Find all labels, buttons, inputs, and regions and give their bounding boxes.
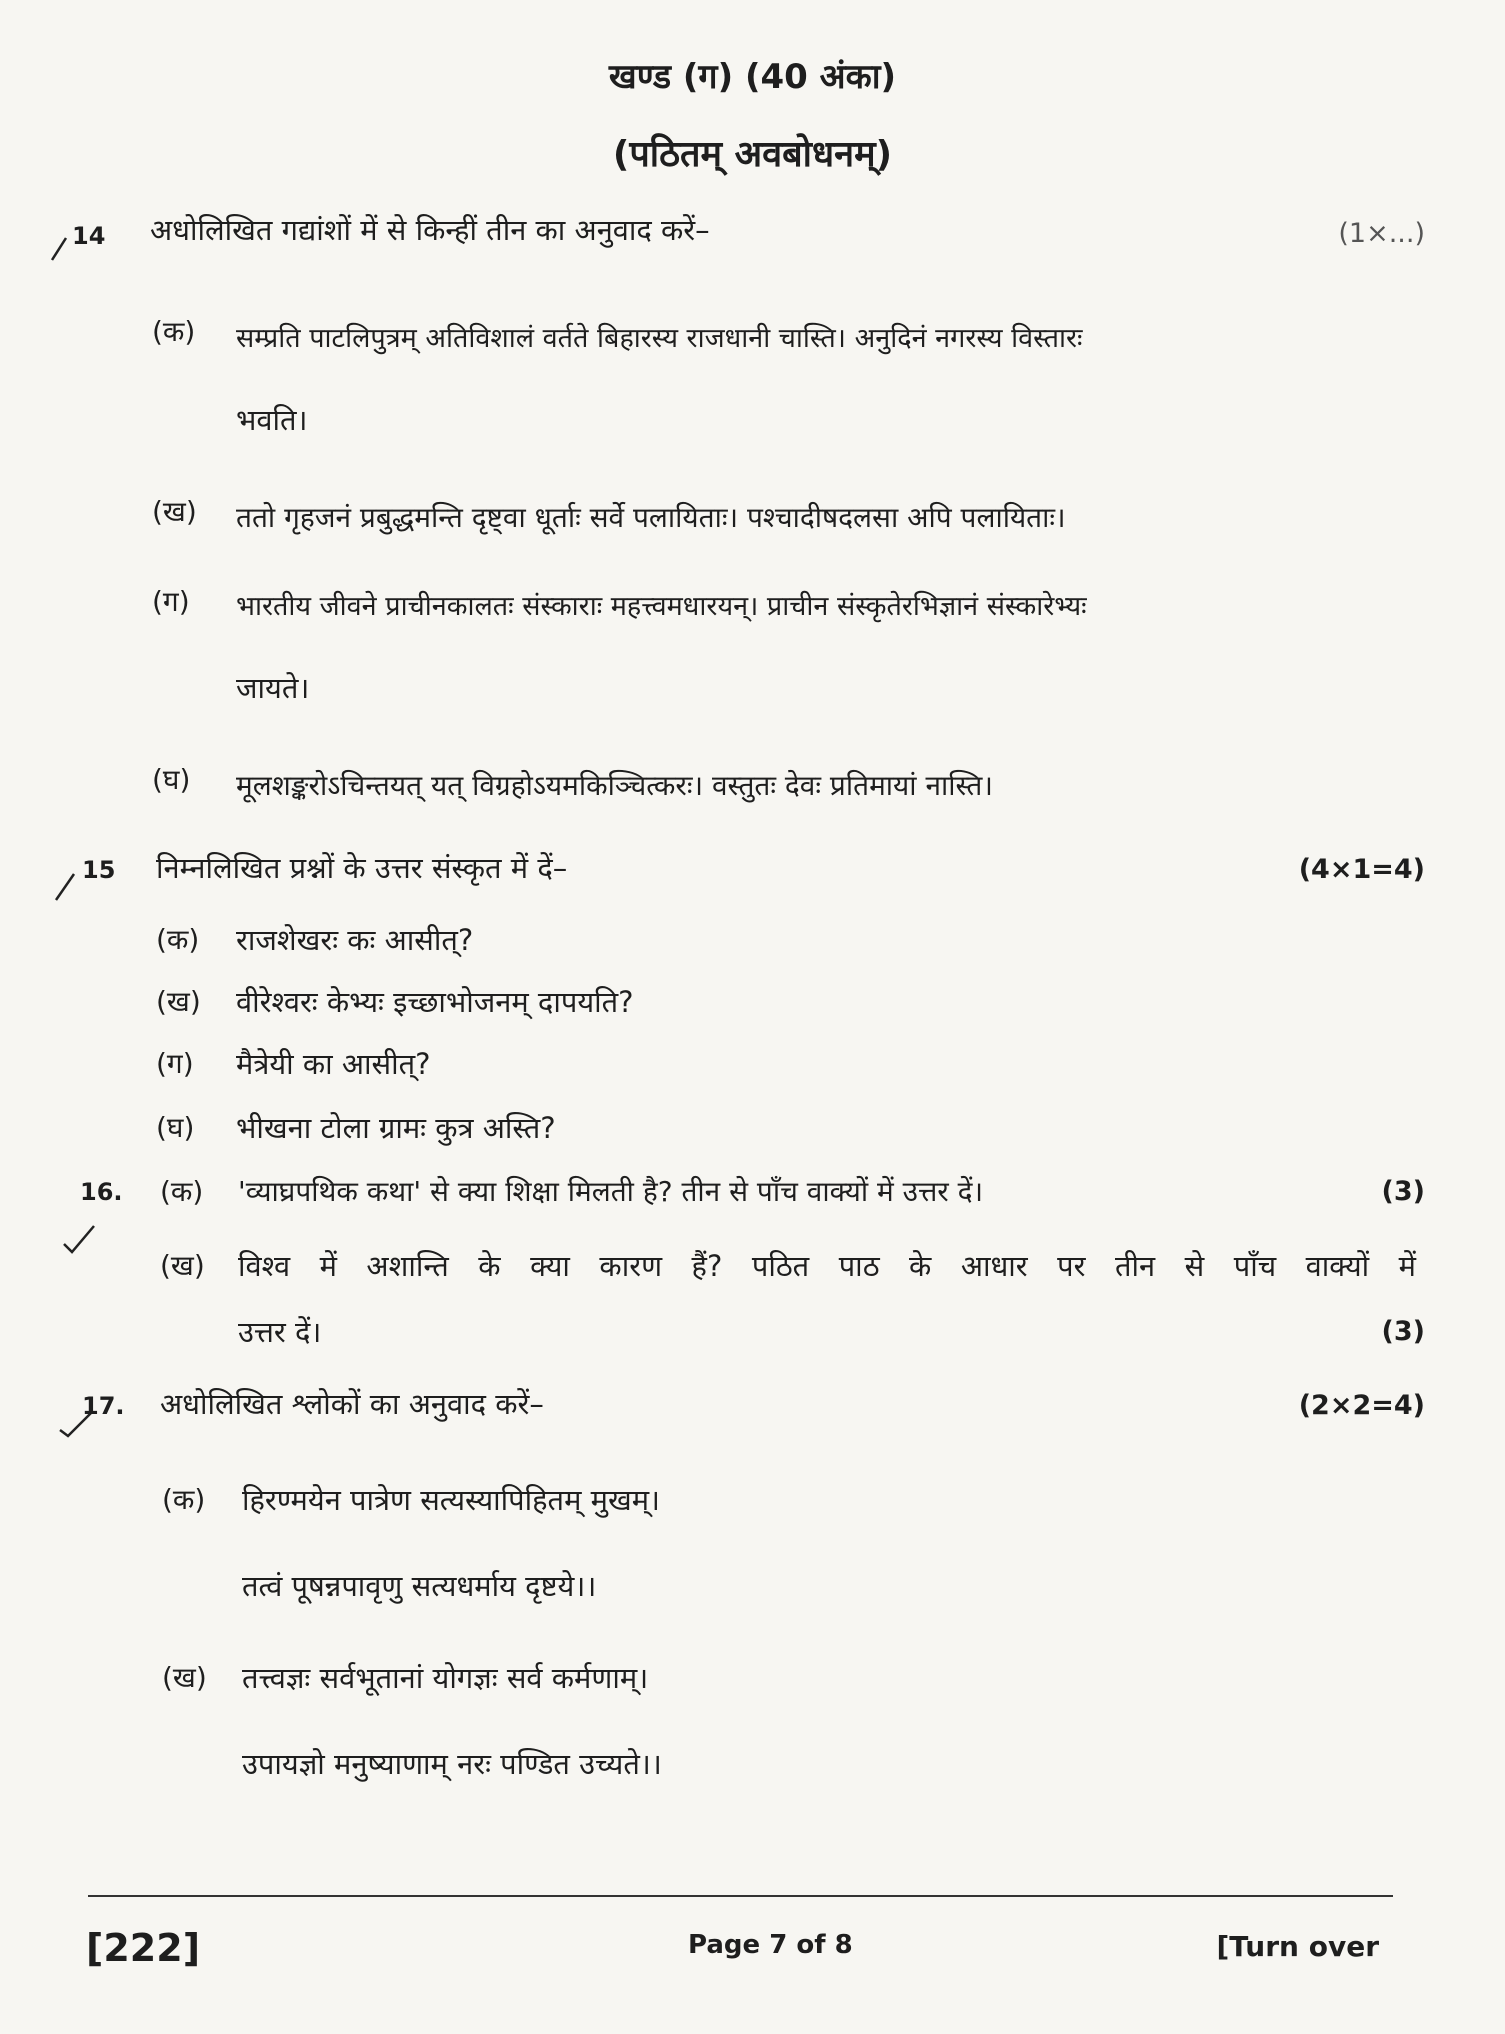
q14-item-line: जायते। (236, 671, 310, 705)
question-15-marks: (4×1=4) (1298, 854, 1425, 885)
q17-verse-line: हिरण्मयेन पात्रेण सत्यस्यापिहितम् मुखम्। (242, 1483, 661, 1517)
question-15-prompt: निम्नलिखित प्रश्नों के उत्तर संस्कृत में दें– (156, 851, 568, 885)
question-14-number: 14 (72, 222, 106, 250)
check-mark-icon (60, 1222, 104, 1256)
q14-item-label: (घ) (152, 763, 191, 796)
q17-verse-line: तत्वं पूषन्नपावृणु सत्यधर्माय दृष्टये।। (242, 1569, 597, 1603)
q14-item-line: भवति। (236, 403, 308, 437)
q14-item-line: सम्प्रति पाटलिपुत्रम् अतिविशालं वर्तते बिहारस्य राजधानी चास्ति। अनुदिनं नगरस्य विस्तारः (236, 323, 1083, 354)
q15-item-text: मैत्रेयी का आसीत्? (236, 1047, 431, 1081)
q15-item-label: (ग) (156, 1047, 194, 1080)
q15-item-label: (क) (156, 923, 200, 956)
q15-item-text: राजशेखरः कः आसीत्? (236, 923, 474, 957)
q14-item-line: भारतीय जीवने प्राचीनकालतः संस्काराः महत्त्वमधारयन्। प्राचीन संस्कृतेरभिज्ञानं संस्कारेभ्यः (236, 591, 1087, 622)
question-16-number: 16. (80, 1178, 123, 1206)
q17-item-label: (ख) (162, 1661, 207, 1694)
q14-item-label: (ख) (152, 495, 197, 528)
q16-item-marks: (3) (1381, 1176, 1425, 1207)
q16-item-line: उत्तर दें। (238, 1315, 322, 1349)
question-17-number: 17. (82, 1392, 125, 1420)
q14-item-line: मूलशङ्करोऽचिन्तयत् यत् विग्रहोऽयमकिञ्चित्करः। वस्तुतः देवः प्रतिमायां नास्ति। (236, 769, 993, 802)
q15-item-label: (घ) (156, 1111, 195, 1144)
paper-code: [222] (86, 1926, 201, 1970)
page-number: Page 7 of 8 (688, 1930, 853, 1960)
q16-item-line: विश्व में अशान्ति के क्या कारण हैं? पठित पाठ के आधार पर तीन से पाँच वाक्यों में (238, 1249, 1416, 1283)
q15-item-label: (ख) (156, 985, 201, 1018)
q17-verse-line: तत्त्वज्ञः सर्वभूतानां योगज्ञः सर्व कर्मणाम्। (242, 1661, 649, 1695)
q16-item-text: 'व्याघ्रपथिक कथा' से क्या शिक्षा मिलती है? तीन से पाँच वाक्यों में उत्तर दें। (238, 1175, 984, 1208)
question-15-number: 15 (82, 856, 116, 884)
q17-item-label: (क) (162, 1483, 206, 1516)
q14-item-label: (क) (152, 315, 196, 348)
footer-divider (88, 1895, 1393, 1897)
q17-verse-line: उपायज्ञो मनुष्याणाम् नरः पण्डित उच्यते।। (242, 1747, 662, 1781)
question-17-prompt: अधोलिखित श्लोकों का अनुवाद करें– (160, 1387, 544, 1421)
q15-item-text: वीरेश्वरः केभ्यः इच्छाभोजनम् दापयति? (236, 985, 634, 1019)
q16-item-marks: (3) (1381, 1316, 1425, 1347)
question-14-prompt: अधोलिखित गद्यांशों में से किन्हीं तीन का अनुवाद करें– (150, 213, 710, 247)
q16-item-label: (ख) (160, 1249, 205, 1282)
q15-item-text: भीखना टोला ग्रामः कुत्र अस्ति? (236, 1111, 556, 1145)
section-subtitle: (पठितम् अवबोधनम्) (612, 134, 893, 175)
question-17-marks: (2×2=4) (1298, 1390, 1425, 1421)
question-14-marks: (1×...) (1338, 218, 1425, 249)
q16-item-label: (क) (160, 1175, 204, 1208)
section-title: खण्ड (ग) (40 अंका) (608, 57, 897, 97)
q14-item-line: ततो गृहजनं प्रबुद्धमन्ति दृष्ट्वा धूर्ताः सर्वे पलायिताः। पश्चादीषदलसा अपि पलायिताः। (236, 501, 1066, 534)
q14-item-label: (ग) (152, 585, 190, 618)
turn-over-label: [Turn over (1216, 1930, 1379, 1963)
